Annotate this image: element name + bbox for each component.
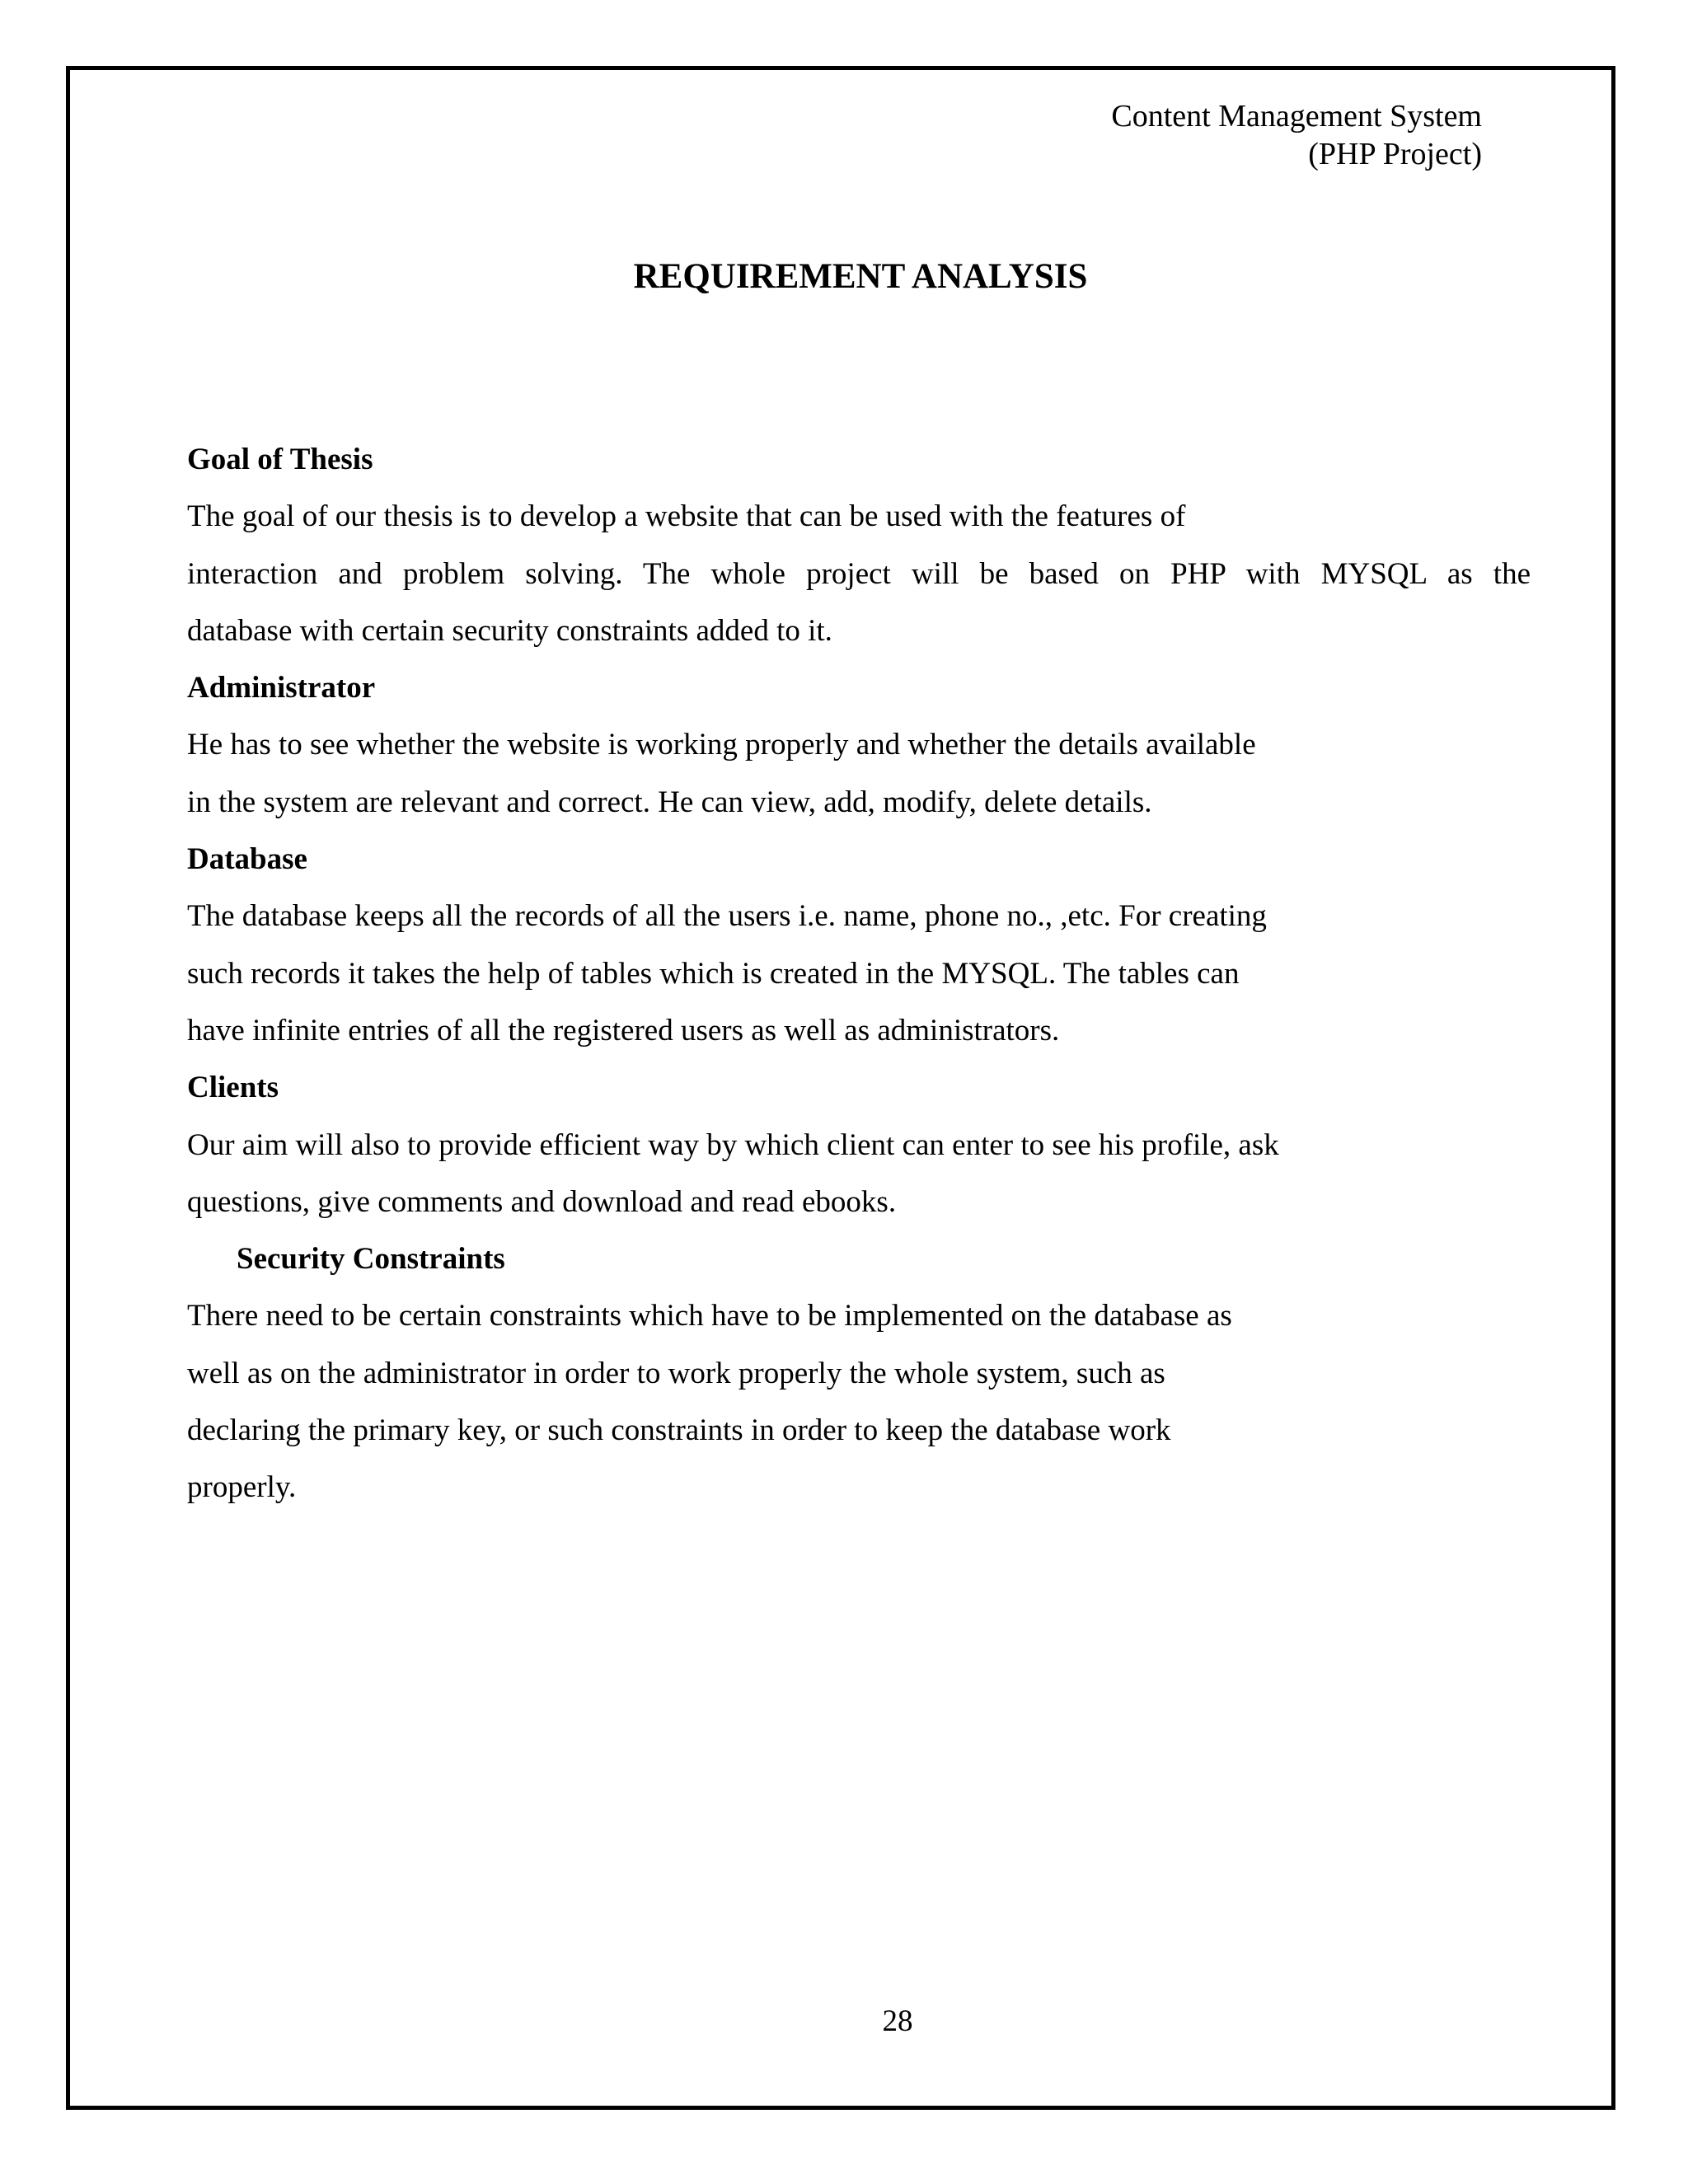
page-title: REQUIREMENT ANALYSIS xyxy=(633,257,1088,296)
section-heading-clients: Clients xyxy=(187,1071,279,1105)
section-heading-database: Database xyxy=(187,842,307,877)
paragraph-line: database with certain security constraints added to it. xyxy=(187,613,832,648)
body-content xyxy=(187,431,1531,1516)
paragraph-line: The database keeps all the records of all the users i.e. name, phone no., ,etc. For creating xyxy=(187,899,1267,934)
paragraph-line: such records it takes the help of tables which is created in the MYSQL. The tables can xyxy=(187,956,1240,991)
paragraph-line: have infinite entries of all the registered users as well as administrators. xyxy=(187,1013,1060,1047)
paragraph-line: interaction and problem solving. The whole project will be based on PHP with MYSQL as the xyxy=(187,556,1531,591)
paragraph-line: Our aim will also to provide efficient way by which client can enter to see his profile, ask xyxy=(187,1127,1279,1162)
paragraph-line: The goal of our thesis is to develop a website that can be used with the features of xyxy=(187,499,1186,534)
paragraph-line: questions, give comments and download and read ebooks. xyxy=(187,1184,897,1219)
paragraph-line: in the system are relevant and correct. He can view, add, modify, delete details. xyxy=(187,785,1152,819)
paragraph-line: well as on the administrator in order to work properly the whole system, such as xyxy=(187,1356,1165,1390)
page-number: 28 xyxy=(882,2004,913,2038)
paragraph-line: declaring the primary key, or such constraints in order to keep the database work xyxy=(187,1413,1171,1448)
section-heading-security: Security Constraints xyxy=(237,1242,505,1277)
running-header xyxy=(1111,97,1482,173)
paragraph-line: There need to be certain constraints which have to be implemented on the database as xyxy=(187,1299,1232,1333)
section-heading-goal: Goal of Thesis xyxy=(187,443,373,476)
paragraph-line: He has to see whether the website is working properly and whether the details available xyxy=(187,728,1256,762)
header-line-2: (PHP Project) xyxy=(1308,137,1482,171)
paragraph-line: properly. xyxy=(187,1470,297,1505)
header-line-1: Content Management System xyxy=(1111,99,1482,134)
section-heading-administrator: Administrator xyxy=(187,671,376,705)
